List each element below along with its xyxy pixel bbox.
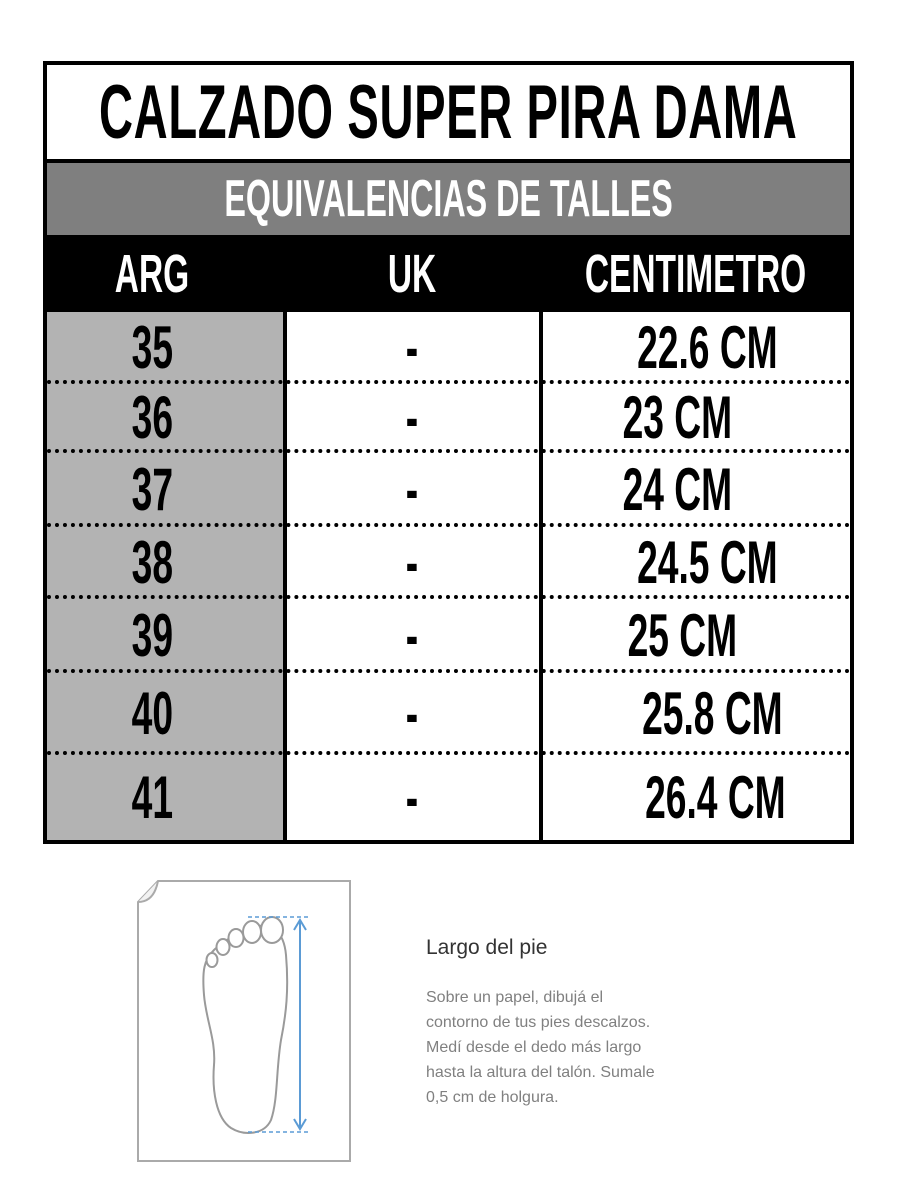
arg-value: 40 bbox=[131, 679, 173, 747]
uk-value: - bbox=[405, 383, 419, 451]
arg-cell bbox=[97, 453, 207, 525]
size-chart bbox=[43, 61, 854, 844]
header-cm: CENTIMETRO bbox=[584, 243, 807, 304]
info-line: Medí desde el dedo más largo bbox=[426, 1039, 642, 1056]
arg-value: 35 bbox=[131, 313, 173, 381]
uk-value: - bbox=[405, 455, 419, 523]
title-row bbox=[47, 65, 850, 163]
cm-value: 22.6 CM bbox=[636, 313, 778, 381]
table-header bbox=[47, 235, 850, 312]
uk-cell bbox=[287, 384, 537, 450]
cm-cell bbox=[607, 312, 807, 382]
uk-cell bbox=[287, 453, 537, 525]
subtitle-row bbox=[47, 163, 850, 235]
uk-cell bbox=[287, 673, 537, 753]
cm-cell bbox=[607, 384, 747, 450]
uk-cell bbox=[287, 312, 537, 382]
arg-cell bbox=[97, 755, 207, 840]
cm-cell bbox=[607, 453, 747, 525]
uk-value: - bbox=[405, 528, 419, 596]
cm-cell bbox=[615, 755, 815, 840]
table-row bbox=[47, 312, 850, 382]
header-arg-cell bbox=[47, 235, 257, 312]
uk-cell bbox=[287, 527, 537, 597]
arg-cell bbox=[97, 527, 207, 597]
uk-value: - bbox=[405, 679, 419, 747]
uk-value: - bbox=[405, 313, 419, 381]
info-text bbox=[426, 985, 726, 1110]
arg-cell bbox=[97, 384, 207, 450]
arg-value: 41 bbox=[131, 764, 173, 831]
header-uk-cell bbox=[287, 235, 537, 312]
cm-cell bbox=[612, 673, 812, 753]
table-body bbox=[47, 312, 850, 840]
cm-value: 26.4 CM bbox=[644, 764, 786, 831]
arg-cell bbox=[97, 673, 207, 753]
arg-value: 38 bbox=[131, 528, 173, 596]
foot-measure-icon bbox=[136, 880, 352, 1163]
cm-value: 25 CM bbox=[627, 601, 737, 669]
info-line: 0,5 cm de holgura. bbox=[426, 1089, 559, 1106]
cm-value: 25.8 CM bbox=[641, 679, 783, 747]
info-title: Largo del pie bbox=[426, 936, 548, 959]
header-uk: UK bbox=[387, 243, 437, 304]
cm-cell bbox=[607, 527, 807, 597]
cm-value: 24 CM bbox=[622, 455, 732, 523]
header-cm-cell bbox=[541, 235, 850, 312]
uk-value: - bbox=[405, 764, 419, 831]
arg-cell bbox=[97, 599, 207, 671]
arg-value: 37 bbox=[131, 455, 173, 523]
page-subtitle: EQUIVALENCIAS DE TALLES bbox=[224, 170, 673, 228]
info-line: Sobre un papel, dibujá el bbox=[426, 989, 604, 1006]
table-row bbox=[47, 527, 850, 597]
info-line: hasta la altura del talón. Sumale bbox=[426, 1064, 655, 1081]
page-title: CALZADO SUPER PIRA DAMA bbox=[99, 69, 798, 155]
table-row bbox=[47, 673, 850, 753]
table-row bbox=[47, 384, 850, 450]
info-line: contorno de tus pies descalzos. bbox=[426, 1014, 651, 1031]
header-arg: ARG bbox=[114, 243, 190, 304]
uk-cell bbox=[287, 599, 537, 671]
table-row bbox=[47, 755, 850, 840]
cm-value: 24.5 CM bbox=[636, 528, 778, 596]
arg-value: 36 bbox=[131, 383, 173, 451]
arg-cell bbox=[97, 312, 207, 382]
table-row bbox=[47, 453, 850, 525]
uk-cell bbox=[287, 755, 537, 840]
cm-value: 23 CM bbox=[622, 383, 732, 451]
uk-value: - bbox=[405, 601, 419, 669]
cm-cell bbox=[612, 599, 752, 671]
table-row bbox=[47, 599, 850, 671]
arg-value: 39 bbox=[131, 601, 173, 669]
